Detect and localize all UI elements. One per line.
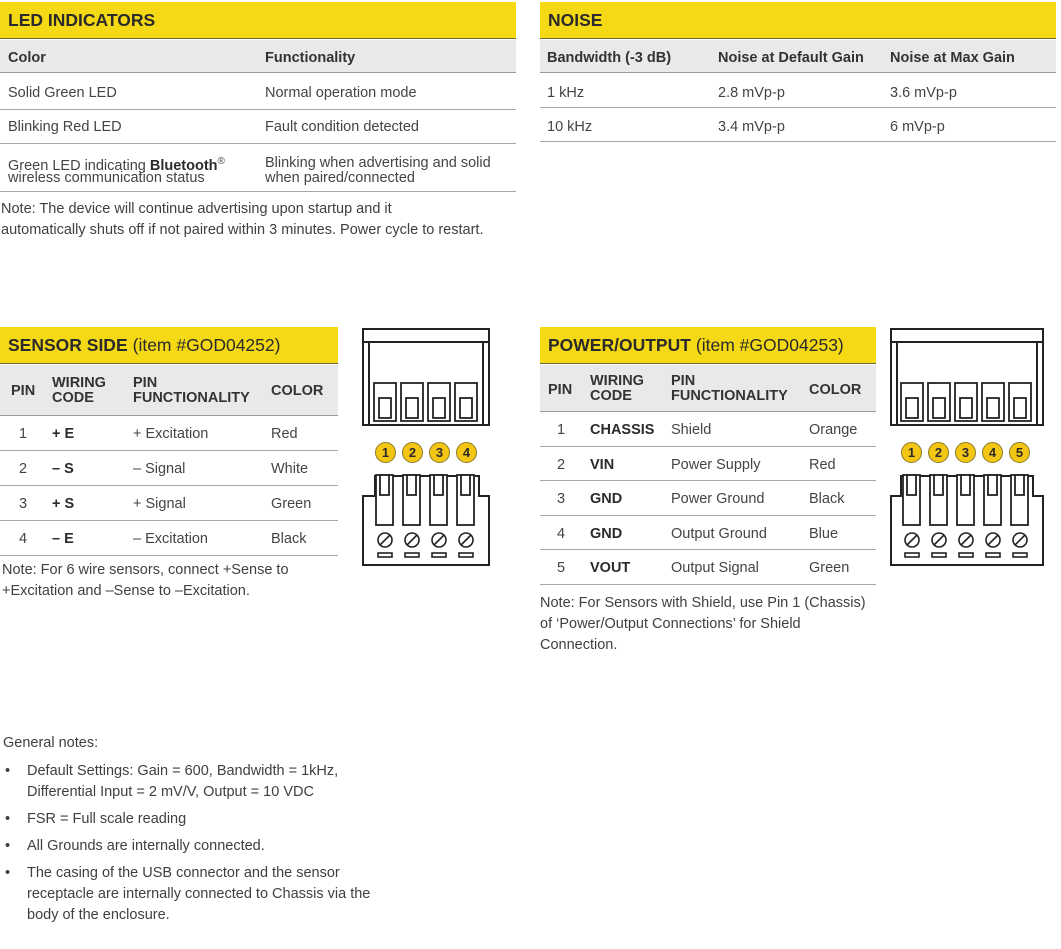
led-indicators-title-bar <box>0 2 516 39</box>
divider <box>0 143 516 144</box>
list-item: • FSR = Full scale reading <box>3 809 423 830</box>
power-note-line2: of ‘Power/Output Connections’ for Shield <box>540 616 801 632</box>
pin-pin: 4 <box>557 525 566 542</box>
pin-number-badge: 3 <box>955 442 976 463</box>
led-row3-func-line1: Blinking when advertising and solid <box>265 155 491 171</box>
divider <box>0 485 338 486</box>
divider <box>0 191 516 192</box>
sensor-note-line1: Note: For 6 wire sensors, connect +Sense to <box>2 562 289 578</box>
pin-code: GND <box>590 491 623 508</box>
power-connector-diagram <box>890 328 1046 570</box>
sensor-header-wiring-line1: WIRING <box>52 375 106 391</box>
pin-func: + Signal <box>133 496 186 512</box>
noise-row2-max: 6 mVp-p <box>890 119 945 135</box>
sensor-note-line2: +Excitation and –Sense to –Excitation. <box>2 583 250 599</box>
sensor-side-title-bar <box>0 327 338 364</box>
divider <box>540 141 1056 142</box>
pin-code: – E <box>52 531 74 547</box>
sensor-connector-top-icon <box>362 328 492 428</box>
led-indicators-title: LED INDICATORS <box>8 9 156 30</box>
noise-row2-default: 3.4 mVp-p <box>718 119 785 135</box>
power-header-func-line2: FUNCTIONALITY <box>671 388 788 404</box>
pin-func: + Excitation <box>133 426 209 442</box>
divider <box>540 515 876 516</box>
led-note-line2: automatically shuts off if not paired within 3 minutes. Power cycle to restart. <box>1 222 484 238</box>
pin-func: Output Ground <box>671 525 767 542</box>
power-output-item: (item #GOD04253) <box>695 334 844 355</box>
pin-pin: 2 <box>557 456 566 473</box>
power-connector-top-icon <box>890 328 1046 428</box>
pin-pin: 2 <box>19 461 28 477</box>
led-row3-color-pre: Green LED indicating <box>8 157 150 174</box>
sensor-header-func-line2: FUNCTIONALITY <box>133 390 250 406</box>
general-notes-section <box>3 733 423 943</box>
noise-row1-bandwidth: 1 kHz <box>547 85 585 101</box>
divider <box>540 107 1056 108</box>
pin-func: Shield <box>671 422 712 438</box>
pin-code: VOUT <box>590 560 631 577</box>
pin-number-badge: 2 <box>928 442 949 463</box>
noise-row1-default: 2.8 mVp-p <box>718 85 785 101</box>
divider <box>0 520 338 521</box>
pin-number-badge: 1 <box>901 442 922 463</box>
sensor-side-section <box>0 327 338 607</box>
led-indicators-section <box>0 2 516 242</box>
divider <box>0 555 338 556</box>
general-notes-list <box>3 761 423 932</box>
pin-code: CHASSIS <box>590 422 655 438</box>
noise-header-bandwidth: Bandwidth (-3 dB) <box>547 50 672 66</box>
pin-pin: 4 <box>19 531 28 547</box>
noise-row2-bandwidth: 10 kHz <box>547 119 593 135</box>
led-row2-func: Fault condition detected <box>265 119 419 135</box>
pin-func: Power Ground <box>671 491 765 508</box>
pin-pin: 1 <box>557 422 566 438</box>
power-note-line3: Connection. <box>540 637 618 653</box>
sensor-header-color: COLOR <box>271 383 324 399</box>
sensor-connector-diagram <box>362 328 492 570</box>
pin-number-badge: 1 <box>375 442 396 463</box>
power-output-title: POWER/OUTPUT <box>548 334 691 355</box>
divider <box>0 450 338 451</box>
divider <box>540 549 876 550</box>
led-table-header <box>0 40 516 73</box>
registered-mark: ® <box>217 156 225 167</box>
pin-color: Green <box>271 496 312 512</box>
pin-pin: 1 <box>19 426 28 442</box>
led-header-color: Color <box>8 50 46 66</box>
bluetooth-label: Bluetooth <box>149 157 218 174</box>
list-item: • All Grounds are internally connected. <box>3 836 423 857</box>
divider <box>540 584 876 585</box>
pin-color: Red <box>809 456 836 473</box>
pin-color: Black <box>809 491 845 508</box>
led-header-functionality: Functionality <box>265 50 356 66</box>
pin-func: Power Supply <box>671 456 761 473</box>
led-row1-color: Solid Green LED <box>8 85 117 101</box>
pin-number-badge: 2 <box>402 442 423 463</box>
pin-pin: 3 <box>19 496 28 512</box>
noise-section <box>540 2 1056 144</box>
pin-color: Blue <box>809 525 839 542</box>
pin-pin: 3 <box>557 491 566 508</box>
sensor-header-pin: PIN <box>11 383 36 399</box>
power-header-pin: PIN <box>548 382 573 398</box>
power-header-wiring-line1: WIRING <box>590 373 644 389</box>
noise-header-max-gain: Noise at Max Gain <box>890 50 1015 66</box>
pin-code: + S <box>52 496 75 512</box>
divider <box>540 446 876 447</box>
pin-code: + E <box>52 426 75 442</box>
sensor-connector-bottom-icon <box>362 472 492 568</box>
power-output-section <box>540 327 876 657</box>
power-table-header <box>540 365 876 412</box>
pin-number-badge: 3 <box>429 442 450 463</box>
pin-color: Green <box>809 560 850 577</box>
pin-code: VIN <box>590 456 615 473</box>
sensor-side-title: SENSOR SIDE <box>8 334 128 355</box>
power-header-wiring-line2: CODE <box>590 388 632 404</box>
led-row3-color-line2: wireless communication status <box>8 170 205 186</box>
sensor-header-func-line1: PIN <box>133 375 158 391</box>
pin-func: – Signal <box>133 461 186 477</box>
pin-func: Output Signal <box>671 560 759 577</box>
divider <box>0 109 516 110</box>
led-row1-func: Normal operation mode <box>265 85 417 101</box>
pin-color: Red <box>271 426 298 442</box>
pin-number-badge: 4 <box>456 442 477 463</box>
pin-color: White <box>271 461 309 477</box>
pin-color: Orange <box>809 422 858 438</box>
led-row2-color: Blinking Red LED <box>8 119 122 135</box>
sensor-side-item: (item #GOD04252) <box>132 334 281 355</box>
power-note-line1: Note: For Sensors with Shield, use Pin 1 (Chassis) <box>540 595 866 611</box>
general-notes-title: General notes: <box>3 735 99 751</box>
power-output-title-bar <box>540 327 876 364</box>
power-header-func-line1: PIN <box>671 373 696 389</box>
pin-code: GND <box>590 525 623 542</box>
noise-title-bar <box>540 2 1056 39</box>
power-connector-bottom-icon <box>890 472 1046 568</box>
power-header-color: COLOR <box>809 382 862 398</box>
sensor-header-wiring-line2: CODE <box>52 390 94 406</box>
pin-func: – Excitation <box>133 531 208 547</box>
led-row3-func-line2: when paired/connected <box>265 170 415 186</box>
led-note-line1: Note: The device will continue advertising upon startup and it <box>1 201 392 217</box>
list-item: • The casing of the USB connector and the sensor receptacle are internally connected to Chassis via the body of the enclosure. <box>3 863 423 926</box>
noise-row1-max: 3.6 mVp-p <box>890 85 957 101</box>
noise-title: NOISE <box>548 9 603 30</box>
pin-pin: 5 <box>557 560 566 577</box>
noise-table-header <box>540 40 1056 73</box>
pin-color: Black <box>271 531 307 547</box>
pin-code: – S <box>52 461 74 477</box>
pin-number-badge: 5 <box>1009 442 1030 463</box>
list-item: • Default Settings: Gain = 600, Bandwidth = 1kHz, Differential Input = 2 mV/V, Output = 10 VDC <box>3 761 423 803</box>
noise-header-default-gain: Noise at Default Gain <box>718 50 864 66</box>
sensor-table-header <box>0 365 338 416</box>
pin-number-badge: 4 <box>982 442 1003 463</box>
divider <box>540 480 876 481</box>
